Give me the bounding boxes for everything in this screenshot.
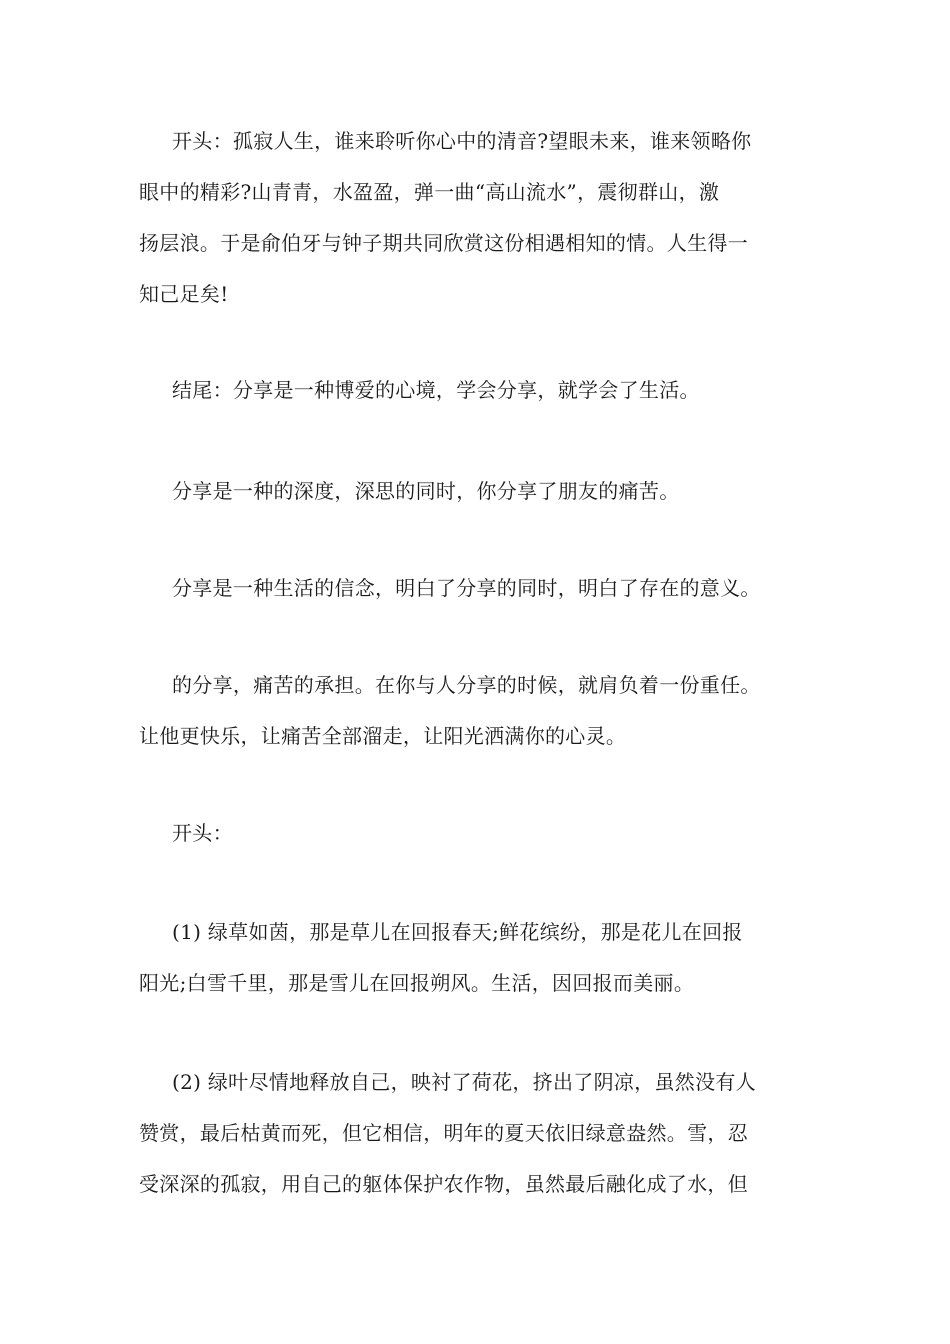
text-line: 赞赏，最后枯黄而死，但它相信，明年的夏天依旧绿意盎然。雪，忍 — [139, 1121, 748, 1145]
text-line: 扬层浪。于是俞伯牙与钟子期共同欣赏这份相遇相知的情。人生得一 — [139, 231, 748, 255]
text-line: (1) 绿草如茵，那是草儿在回报春天;鲜花缤纷，那是花儿在回报 — [172, 920, 743, 944]
text-line: 阳光;白雪千里，那是雪儿在回报朔风。生活，因回报而美丽。 — [139, 971, 695, 995]
paragraph-share-belief — [139, 563, 829, 614]
text-line: 知己足矣! — [139, 282, 229, 306]
paragraph-ending — [139, 365, 829, 416]
text-line: 让他更快乐，让痛苦全部溜走，让阳光洒满你的心灵。 — [139, 724, 627, 748]
paragraph-opening-heading — [139, 808, 829, 859]
text-line: 受深深的孤寂，用自己的躯体保护农作物，虽然最后融化成了水，但 — [139, 1172, 748, 1196]
paragraph-example-1 — [139, 907, 829, 1009]
text-line: 分享是一种的深度，深思的同时，你分享了朋友的痛苦。 — [172, 479, 680, 503]
paragraph-share-depth — [139, 466, 829, 517]
text-line: (2) 绿叶尽情地释放自己，映衬了荷花，挤出了阴凉，虽然没有人 — [172, 1070, 756, 1094]
text-line: 结尾：分享是一种博爱的心境，学会分享，就学会了生活。 — [172, 378, 700, 402]
paragraph-opening-1 — [139, 116, 829, 320]
paragraph-share-burden — [139, 660, 829, 762]
paragraph-example-2 — [139, 1057, 829, 1210]
text-line: 的分享，痛苦的承担。在你与人分享的时候，就肩负着一份重任。 — [172, 673, 761, 697]
text-line: 开头： — [172, 821, 233, 845]
text-line: 眼中的精彩?山青青，水盈盈，弹一曲“高山流水”，震彻群山，激 — [139, 180, 720, 204]
text-line: 分享是一种生活的信念，明白了分享的同时，明白了存在的意义。 — [172, 576, 761, 600]
text-line: 开头：孤寂人生，谁来聆听你心中的清音?望眼未来，谁来领略你 — [172, 129, 752, 153]
